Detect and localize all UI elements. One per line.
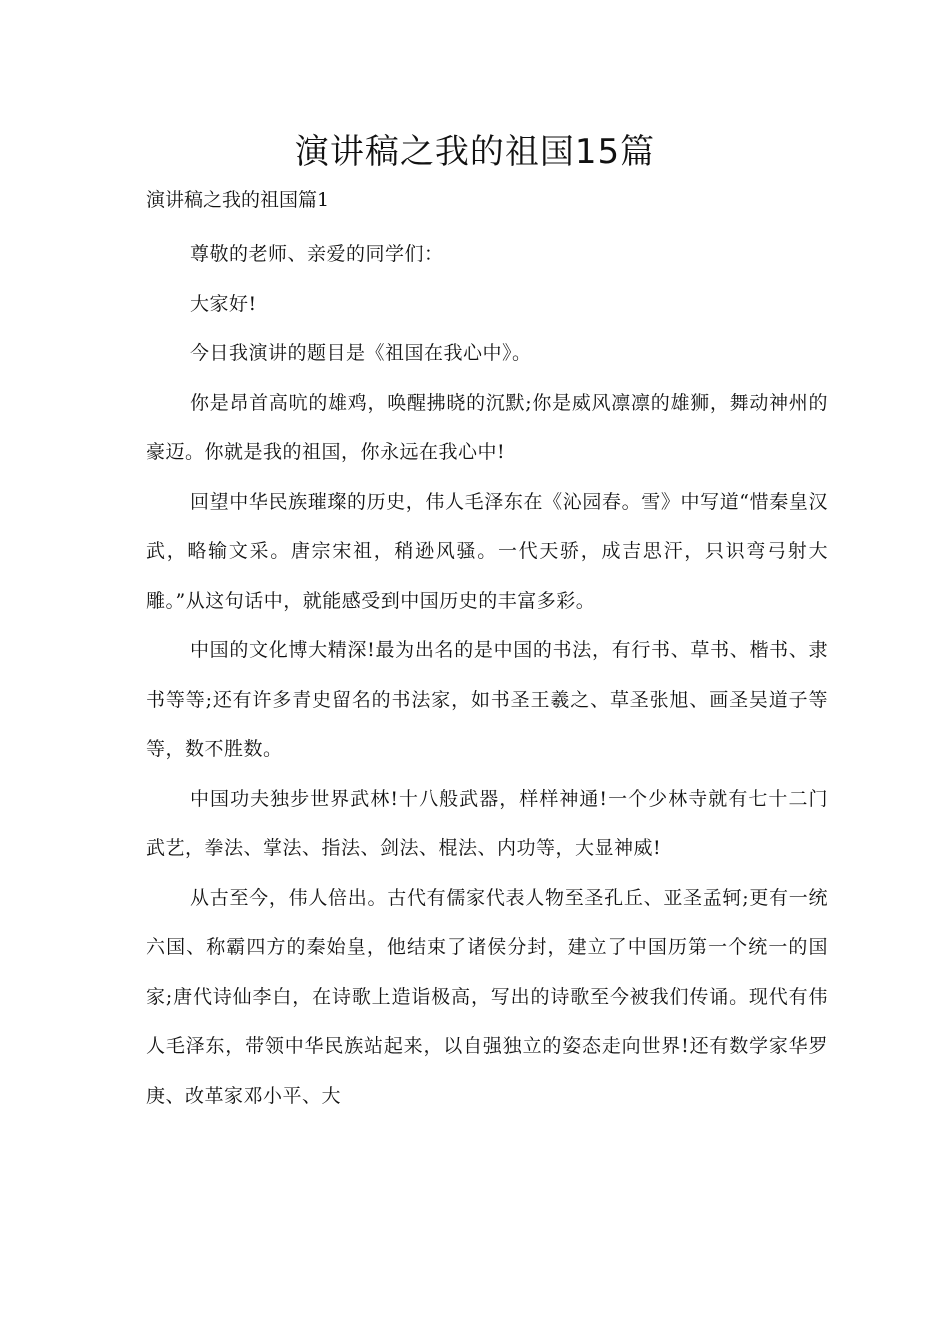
document-body: [146, 230, 828, 1121]
paragraph-calligraphy: 中国的文化博大精深!最为出名的是中国的书法，有行书、草书、楷书、隶书等等;还有许多青史留名的书法家，如书圣王羲之、草圣张旭、画圣吴道子等等，数不胜数。: [146, 639, 828, 760]
paragraph-rooster-lion: 你是昂首高吭的雄鸡，唤醒拂晓的沉默;你是威风凛凛的雄狮，舞动神州的豪迈。你就是我的祖国，你永远在我心中!: [146, 391, 828, 463]
paragraph-greeting: 尊敬的老师、亲爱的同学们：: [190, 243, 444, 265]
paragraph-hello: 大家好!: [190, 292, 257, 315]
section-heading: 演讲稿之我的祖国篇1: [146, 189, 330, 211]
paragraph-topic: 今日我演讲的题目是《祖国在我心中》。: [190, 342, 532, 364]
paragraph-history: 回望中华民族璀璨的历史，伟人毛泽东在《沁园春。雪》中写道“惜秦皇汉武，略输文采。唐宗宋祖，稍逊风骚。一代天骄，成吉思汗，只识弯弓射大雕。”从这句话中，就能感受到中国历史的丰富多彩。: [146, 490, 828, 612]
paragraph-kungfu: 中国功夫独步世界武林!十八般武器，样样神通!一个少林寺就有七十二门武艺，拳法、掌法、指法、剑法、棍法、内功等，大显神威!: [146, 787, 828, 859]
paragraph-great-people: 从古至今，伟人倍出。古代有儒家代表人物至圣孔丘、亚圣孟轲;更有一统六国、称霸四方的秦始皇，他结束了诸侯分封，建立了中国历第一个统一的国家;唐代诗仙李白，在诗歌上造诣极高，写出的诗歌至今被我们传诵。现代有伟人毛泽东，带领中华民族站起来，以自强独立的姿态走向世界!还有数学家华罗庚、改革家邓小平、大: [146, 886, 828, 1107]
document-title: 演讲稿之我的祖国15篇: [294, 132, 656, 172]
